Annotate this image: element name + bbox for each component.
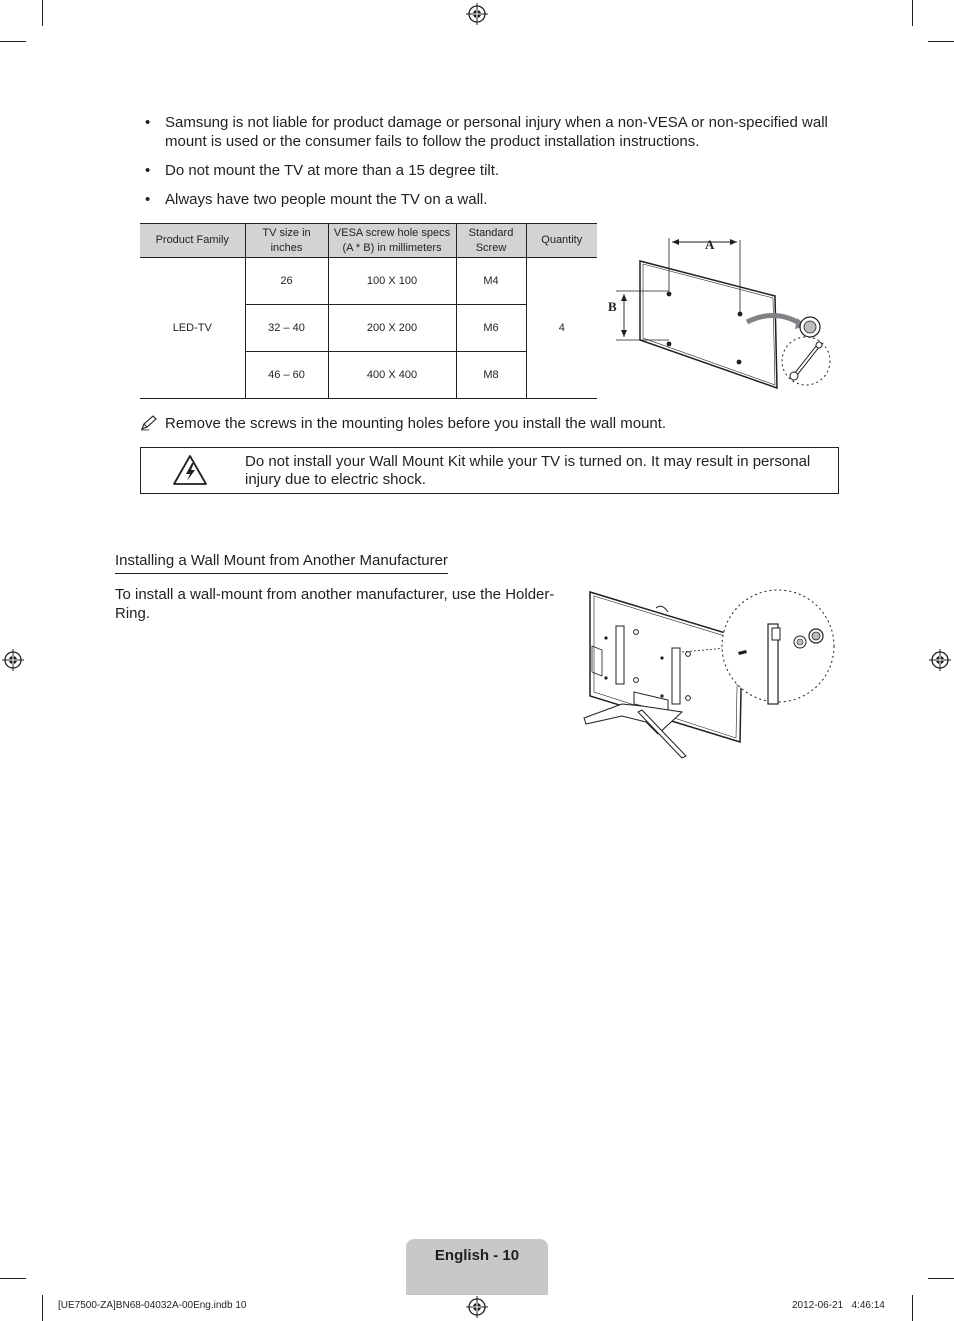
crop-mark [912,0,913,26]
holder-ring-diagram [582,588,842,760]
header-product-family: Product Family [140,224,245,258]
table-header-row [140,224,597,258]
cell-tv-size: 46 – 60 [245,352,328,399]
page-number: English - 10 [434,1247,520,1264]
crop-mark [928,41,954,42]
bullet-text: Do not mount the TV at more than a 15 degree tilt. [165,162,500,179]
header-quantity: Quantity [526,224,597,258]
safety-bullet-list [140,113,830,219]
cell-tv-size: 26 [245,258,328,305]
registration-mark-icon [2,649,24,671]
footer-timestamp: 2012-06-21 4:46:14 [792,1300,885,1311]
crop-mark [0,41,26,42]
registration-mark-icon [929,649,951,671]
cell-tv-size: 32 – 40 [245,305,328,352]
header-standard-screw: Standard Screw [456,224,526,258]
cell-standard-screw: M6 [456,305,526,352]
header-tv-size: TV size in inches [245,224,328,258]
vesa-hole-diagram [605,228,835,398]
vesa-spec-table [140,223,597,399]
list-item [140,161,830,180]
page-number-tab [406,1239,548,1295]
cell-vesa-spec: 200 X 200 [328,305,456,352]
cell-vesa-spec: 100 X 100 [328,258,456,305]
warning-text: Do not install your Wall Mount Kit while your TV is turned on. It may result in personal injury due to electric shock. [245,453,811,488]
header-vesa-spec: VESA screw hole specs (A * B) in millimeters [328,224,456,258]
bullet-text: Always have two people mount the TV on a wall. [165,191,488,208]
crop-mark [42,0,43,26]
crop-mark [0,1278,26,1279]
list-item [140,113,830,151]
dimension-label-b: B [608,299,617,314]
cell-quantity: 4 [526,258,597,399]
pencil-note-icon [140,415,158,431]
electric-shock-warning-icon [172,454,208,486]
bullet-icon: • [145,114,151,131]
section-heading: Installing a Wall Mount from Another Manufacturer [115,551,448,574]
list-item [140,190,830,209]
crop-mark [42,1295,43,1321]
cell-standard-screw: M8 [456,352,526,399]
cell-standard-screw: M4 [456,258,526,305]
crop-mark [912,1295,913,1321]
cell-product-family: LED-TV [140,258,245,399]
registration-mark-icon [466,1296,488,1318]
crop-mark [928,1278,954,1279]
footer-filename: [UE7500-ZA]BN68-04032A-00Eng.indb 10 [58,1300,247,1311]
bullet-icon: • [145,162,151,179]
section-body: To install a wall-mount from another manufacturer, use the Holder-Ring. [115,586,555,622]
bullet-icon: • [145,191,151,208]
bullet-text: Samsung is not liable for product damage or personal injury when a non-VESA or non-specified wall mount is used or the consumer fails to follow the product installation instructions. [165,114,828,150]
table-row [140,258,597,305]
warning-box [140,447,839,494]
registration-mark-icon [466,3,488,25]
note-text: Remove the screws in the mounting holes before you install the wall mount. [165,415,667,432]
cell-vesa-spec: 400 X 400 [328,352,456,399]
dimension-label-a: A [705,237,715,252]
